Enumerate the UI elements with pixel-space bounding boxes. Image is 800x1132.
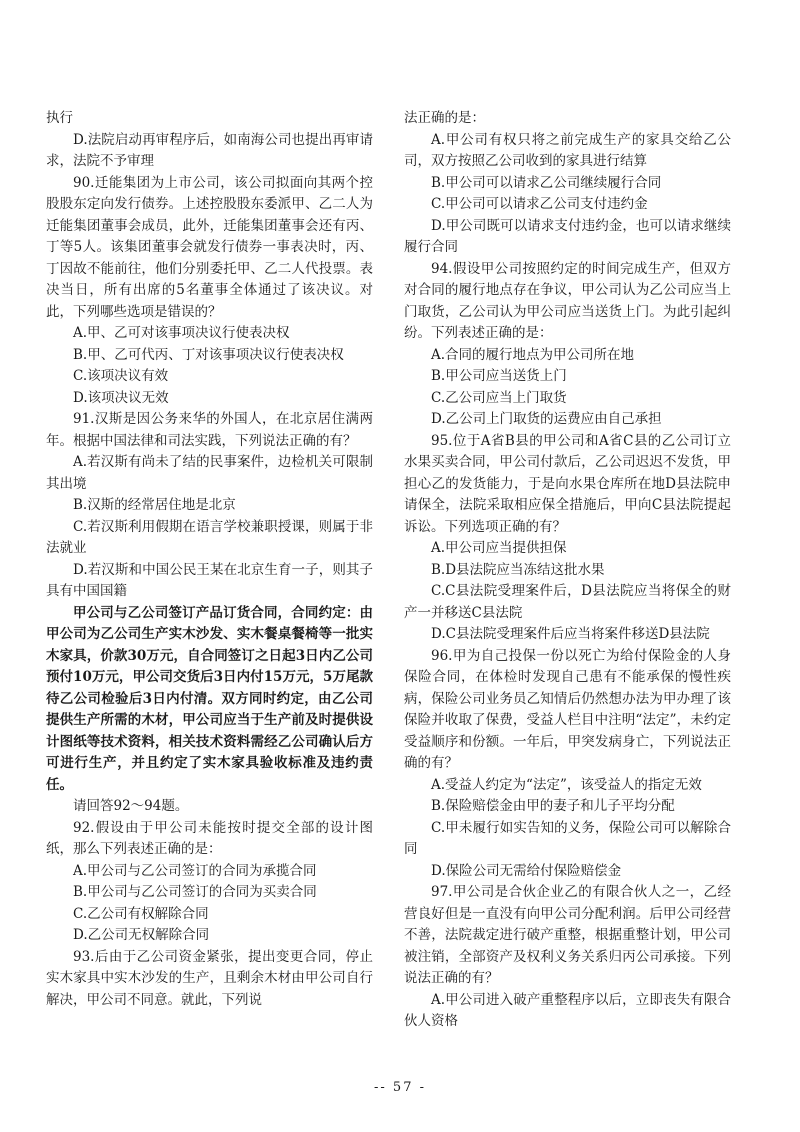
paragraph: A.甲公司与乙公司签订的合同为承揽合同 <box>73 862 317 879</box>
paragraph: B.D县法院应当冻结这批水果 <box>431 561 605 578</box>
paragraph: 执行 <box>46 110 73 126</box>
paragraph: 法正确的是： <box>404 110 485 126</box>
paragraph: D.C县法院受理案件后应当将案件移送D县法院 <box>431 626 710 642</box>
paragraph: B.甲公司应当送货上门 <box>431 368 567 384</box>
paragraph: 93.后由于乙公司资金紧张，提出变更合同，停止实木家具中实木沙发的生产，且剩余木材由甲公司自行解决，甲公司不同意。就此，下列说 <box>46 948 373 1008</box>
right-column <box>404 108 731 1033</box>
paragraph: 96.甲为自己投保一份以死亡为给付保险金的人身保险合同，在体检时发现自己患有不能承保的慢性疾病，保险公司业务员乙知情后仍然想办法为甲办理了该保险并收取了保费，受益人栏目中注明“法定”，未约定受益顺序和份额。一年后，甲突发病身亡，下列说法正确的有？ <box>404 647 731 771</box>
paragraph: C.乙公司应当上门取货 <box>431 389 567 406</box>
paragraph: A.甲、乙可对该事项决议行使表决权 <box>73 325 290 341</box>
paragraph: A.若汉斯有尚未了结的民事案件，边检机关可限制其出境 <box>46 454 373 492</box>
paragraph: 90.迁能集团为上市公司，该公司拟面向其两个控股股东定向发行债券。上述控股股东委派甲、乙二人为迁能集团董事会成员，此外，迁能集团董事会还有丙、丁等5人。该集团董事会就发行债券一事表决时，丙、丁因故不能前往，他们分别委托甲、乙二人代投票。表决当日，所有出席的5名董事全体通过了该决议。对此，下列哪些选项是错误的？ <box>46 174 373 320</box>
paragraph: D.甲公司既可以请求支付违约金，也可以请求继续履行合同 <box>404 217 731 255</box>
page-number: -- 57 - <box>374 1080 426 1095</box>
paragraph: 请回答92～94题。 <box>73 798 189 814</box>
paragraph: A.合同的履行地点为甲公司所在地 <box>431 346 635 363</box>
paragraph: D.若汉斯和中国公民王某在北京生育一子，则其子具有中国国籍 <box>46 561 373 599</box>
paragraph: D.保险公司无需给付保险赔偿金 <box>431 862 622 879</box>
paragraph: D.法院启动再审程序后，如南海公司也提出再审请求，法院不予审理 <box>46 131 373 169</box>
paragraph: B.甲、乙可代丙、丁对该事项决议行使表决权 <box>73 346 344 363</box>
paragraph: D.乙公司上门取货的运费应由自己承担 <box>431 411 662 427</box>
paragraph: C.该项决议有效 <box>73 368 169 384</box>
paragraph: C.甲未履行如实告知的义务，保险公司可以解除合同 <box>404 819 731 857</box>
paragraph: 94.假设甲公司按照约定的时间完成生产，但双方对合同的履行地点存在争议，甲公司认为乙公司应当上门取货，乙公司认为甲公司应当送货上门。为此引起纠纷。下列表述正确的是： <box>404 260 731 341</box>
paragraph: 92.假设由于甲公司未能按时提交全部的设计图纸，那么下列表述正确的是： <box>46 819 373 857</box>
paragraph: 甲公司与乙公司签订产品订货合同，合同约定：由甲公司为乙公司生产实木沙发、实木餐桌餐椅等一批实木家具，价款30万元，自合同签订之日起3日内乙公司预付10万元，甲公司交货后3日内付15万元，5万尾款待乙公司检验后3日内付清。双方同时约定，由乙公司提供生产所需的木材，甲公司应当于生产前及时提供设计图纸等技术资料，相关技术资料需经乙公司确认后方可进行生产，并且约定了实木家具验收标准及违约责任。 <box>46 604 373 793</box>
paragraph: A.甲公司有权只将之前完成生产的家具交给乙公司，双方按照乙公司收到的家具进行结算 <box>404 131 731 169</box>
paragraph: C.C县法院受理案件后，D县法院应当将保全的财产一并移送C县法院 <box>404 583 731 621</box>
paragraph: 97.甲公司是合伙企业乙的有限合伙人之一，乙经营良好但是一直没有向甲公司分配利润。后甲公司经营不善，法院裁定进行破产重整，根据重整计划，甲公司被注销，全部资产及权利义务关系归丙公司承接。下列说法正确的有？ <box>404 884 731 986</box>
paragraph: B.甲公司与乙公司签订的合同为买卖合同 <box>73 884 317 900</box>
paragraph: C.甲公司可以请求乙公司支付违约金 <box>431 196 648 212</box>
left-column <box>46 108 373 1011</box>
paragraph: B.保险赔偿金由甲的妻子和儿子平均分配 <box>431 798 675 814</box>
paragraph: D.该项决议无效 <box>73 389 169 406</box>
paragraph: C.乙公司有权解除合同 <box>73 905 209 922</box>
paragraph: D.乙公司无权解除合同 <box>73 927 210 943</box>
paragraph: A.受益人约定为“法定”，该受益人的指定无效 <box>431 776 702 793</box>
paragraph: A.甲公司进入破产重整程序以后，立即丧失有限合伙人资格 <box>404 991 731 1029</box>
paragraph: 95.位于A省B县的甲公司和A省C县的乙公司订立水果买卖合同，甲公司付款后，乙公司迟迟不发货，甲担心乙的发货能力，于是向水果仓库所在地D县法院申请保全，法院采取相应保全措施后，甲向C县法院提起诉讼。下列选项正确的有？ <box>404 432 731 535</box>
paragraph: 91.汉斯是因公务来华的外国人，在北京居住满两年。根据中国法律和司法实践，下列说法正确的有？ <box>46 411 373 449</box>
paragraph: B.汉斯的经常居住地是北京 <box>73 497 236 513</box>
paragraph: C.若汉斯利用假期在语言学校兼职授课，则属于非法就业 <box>46 518 373 556</box>
paragraph: B.甲公司可以请求乙公司继续履行合同 <box>431 174 662 191</box>
paragraph: A.甲公司应当提供担保 <box>431 540 567 556</box>
